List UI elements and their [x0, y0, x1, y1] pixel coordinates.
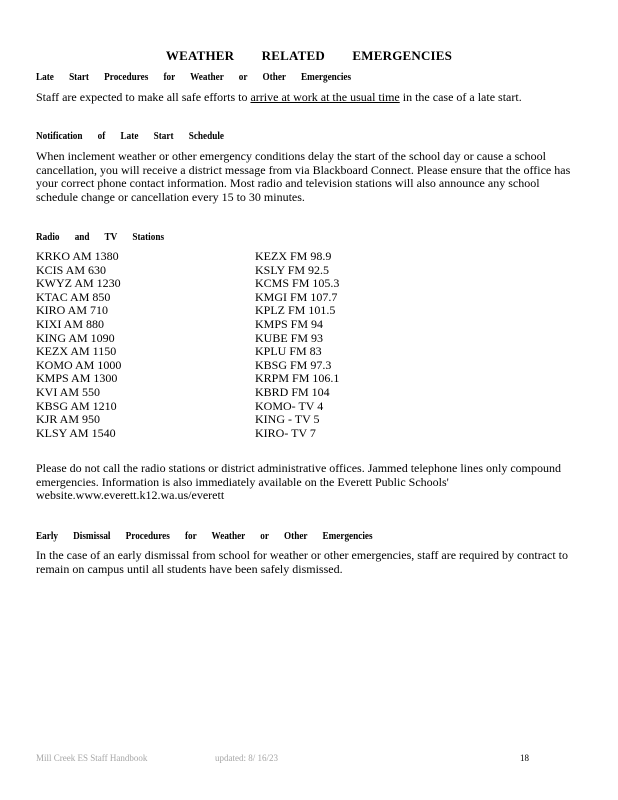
station-item: KIRO- TV 7 — [255, 425, 316, 440]
station-item: KTAC AM 850 — [36, 289, 111, 304]
station-item: KCMS FM 105.3 — [255, 276, 340, 291]
station-item: KMPS AM 1300 — [36, 371, 118, 386]
station-item: KCIS AM 630 — [36, 262, 107, 277]
station-item: KVI AM 550 — [36, 384, 101, 399]
station-item: KOMO- TV 4 — [255, 398, 324, 413]
notification-heading: Notification of Late Start Schedule — [36, 131, 224, 142]
stations-right-column — [255, 250, 339, 440]
late-start-text — [36, 91, 584, 105]
early-dismissal-heading: Early Dismissal Procedures for Weather or Other Emergencies — [36, 531, 373, 542]
late-start-text-before: Staff are expected to make all safe efforts to — [36, 90, 251, 104]
station-item: KRKO AM 1380 — [36, 249, 119, 263]
station-item: KEZX AM 1150 — [36, 344, 117, 359]
early-dismissal-text: In the case of an early dismissal from school for weather or other emergencies, staff are required by contract to remain on campus until all students have been safely dismissed. — [36, 548, 569, 576]
station-item: KLSY AM 1540 — [36, 425, 116, 440]
late-start-text-after: in the case of a late start. — [399, 90, 522, 104]
stations-heading: Radio and TV Stations — [36, 232, 165, 243]
stations-left-column — [36, 250, 121, 440]
station-item: KJR AM 950 — [36, 412, 101, 427]
station-item: KUBE FM 93 — [255, 330, 324, 345]
late-start-heading: Late Start Procedures for Weather or Other Emergencies — [36, 72, 352, 83]
station-item: KMPS FM 94 — [255, 316, 324, 331]
station-item: KSLY FM 92.5 — [255, 262, 330, 277]
station-item: KOMO AM 1000 — [36, 357, 122, 372]
footer-handbook: Mill Creek ES Staff Handbook — [36, 753, 148, 763]
station-item: KRPM FM 106.1 — [255, 371, 340, 386]
station-item: KBSG FM 97.3 — [255, 357, 332, 372]
page-number: 18 — [520, 753, 529, 763]
page-title: WEATHER RELATED EMERGENCIES — [165, 48, 453, 63]
notification-text: When inclement weather or other emergency conditions delay the start of the school day or cause a school cancellation, you will receive a district message from via Blackboard Connect. Please ensure that the office has your correct phone contact information. Most radio and television stations will also announce any school schedule change or cancellation every 15 to 30 minutes. — [36, 149, 571, 204]
station-item: KWYZ AM 1230 — [36, 276, 121, 291]
station-item: KBRD FM 104 — [255, 384, 330, 399]
station-item: KPLZ FM 101.5 — [255, 303, 336, 318]
notice-text: Please do not call the radio stations or district administrative offices. Jammed telephone lines only compound emergencies. Information is also immediately available on the Everett Public Schools' website.www.everett.k12.wa.us/everett — [36, 461, 561, 502]
late-start-text-underlined: arrive at work at the usual time — [250, 90, 400, 104]
station-item: KING - TV 5 — [255, 412, 320, 427]
station-item: KING AM 1090 — [36, 330, 115, 345]
station-item: KMGI FM 107.7 — [255, 289, 338, 304]
station-item: KBSG AM 1210 — [36, 398, 117, 413]
footer-updated: updated: 8/ 16/23 — [215, 753, 278, 763]
station-item: KEZX FM 98.9 — [255, 249, 332, 263]
station-item: KPLU FM 83 — [255, 344, 322, 359]
station-item: KIXI AM 880 — [36, 316, 104, 331]
station-item: KIRO AM 710 — [36, 303, 109, 318]
